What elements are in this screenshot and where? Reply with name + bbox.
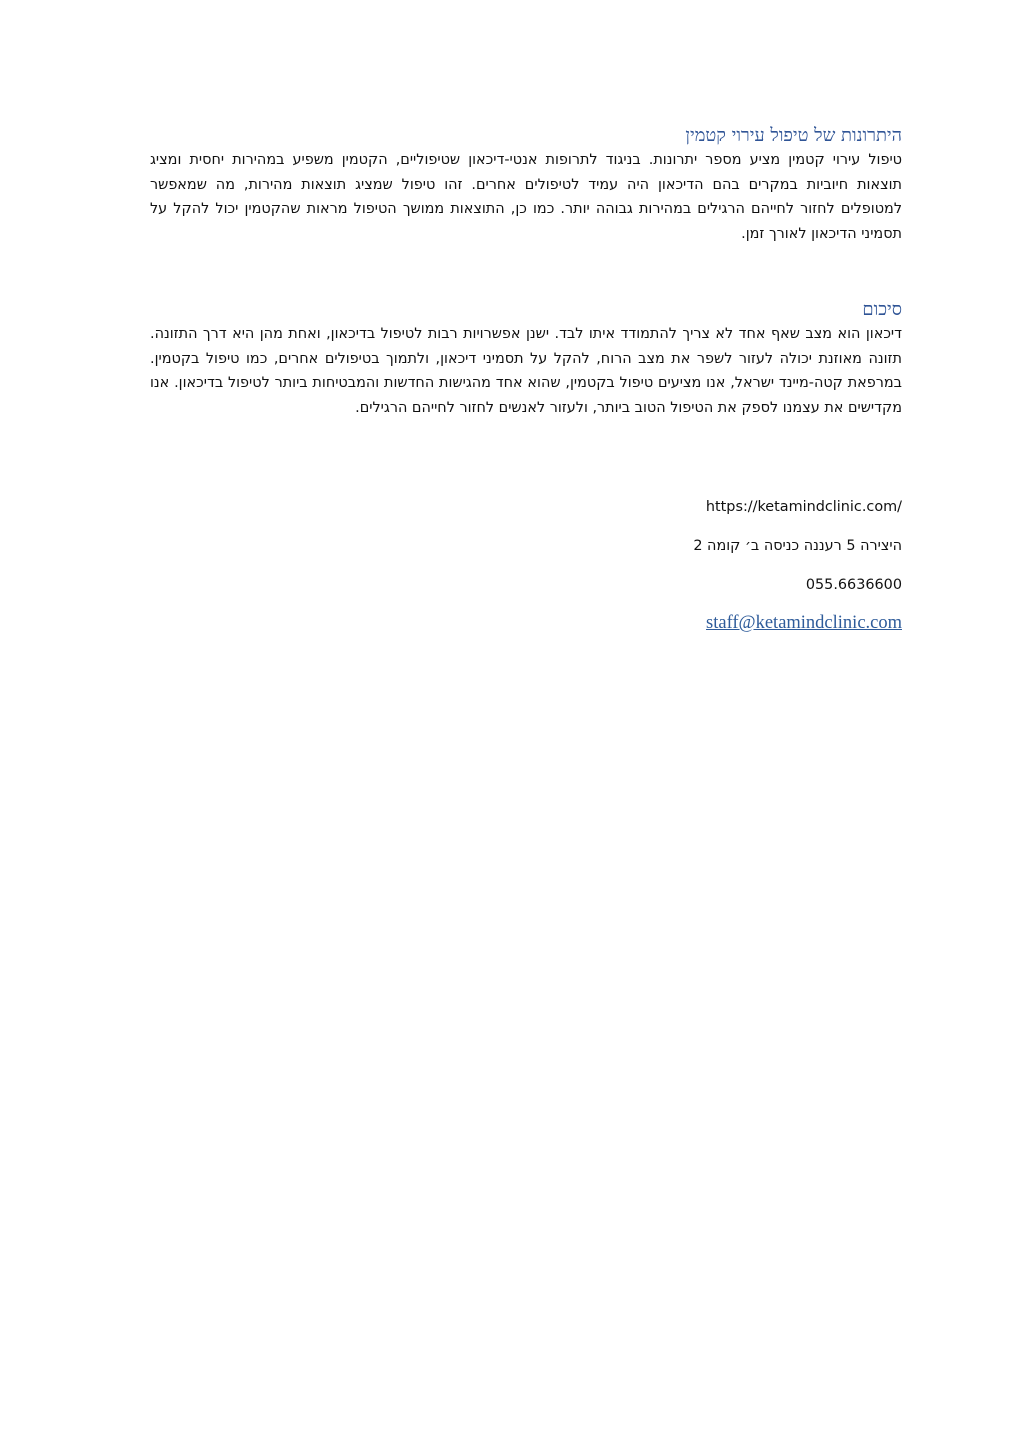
email-link[interactable]: staff@ketamindclinic.com: [706, 613, 902, 633]
clinic-address: היצירה 5 רעננה כניסה ב׳ קומה 2: [693, 538, 902, 554]
website-url[interactable]: https://ketamindclinic.com/: [705, 499, 902, 515]
benefits-heading: היתרונות של טיפול עירוי קטמין: [685, 125, 902, 146]
summary-heading: סיכום: [862, 299, 902, 320]
summary-paragraph: דיכאון הוא מצב שאף אחד לא צריך להתמודד איתו לבד. ישנן אפשרויות רבות לטיפול בדיכאון, ואחת מהן היא דרך התזונה. תזונה מאוזנת יכולה לעזור לשפר את מצב הרוח, להקל על תסמיני דיכאון, ולתמוך בטיפולים אחרים, כמו טיפול בקטמין. במרפאת קטה-מיינד ישראל, אנו מציעים טיפול בקטמין, שהוא אחד מהגישות החדשות והמבטיחות ביותר לטיפול בדיכאון. אנו מקדישים את עצמנו לספק את הטיפול הטוב ביותר, ולעזור לאנשים לחזור לחייהם הרגילים.: [150, 326, 902, 416]
summary-section: [150, 298, 902, 420]
benefits-section: [150, 124, 902, 246]
benefits-paragraph: טיפול עירוי קטמין מציע מספר יתרונות. בניגוד לתרופות אנטי-דיכאון שטיפוליים, הקטמין משפיע במהירות יחסית ומציג תוצאות חיוביות במקרים בהם הדיכאון היה עמיד לטיפולים אחרים. זהו טיפול שמציג תוצאות מהירות, מה שמאפשר למטופלים לחזור לחייהם הרגילים במהירות גבוהה יותר. כמו כן, התוצאות ממושך הטיפול מראות שהקטמין יכול להקל על תסמיני הדיכאון לאורך זמן.: [150, 152, 902, 242]
phone-number: 055.6636600: [805, 577, 902, 593]
